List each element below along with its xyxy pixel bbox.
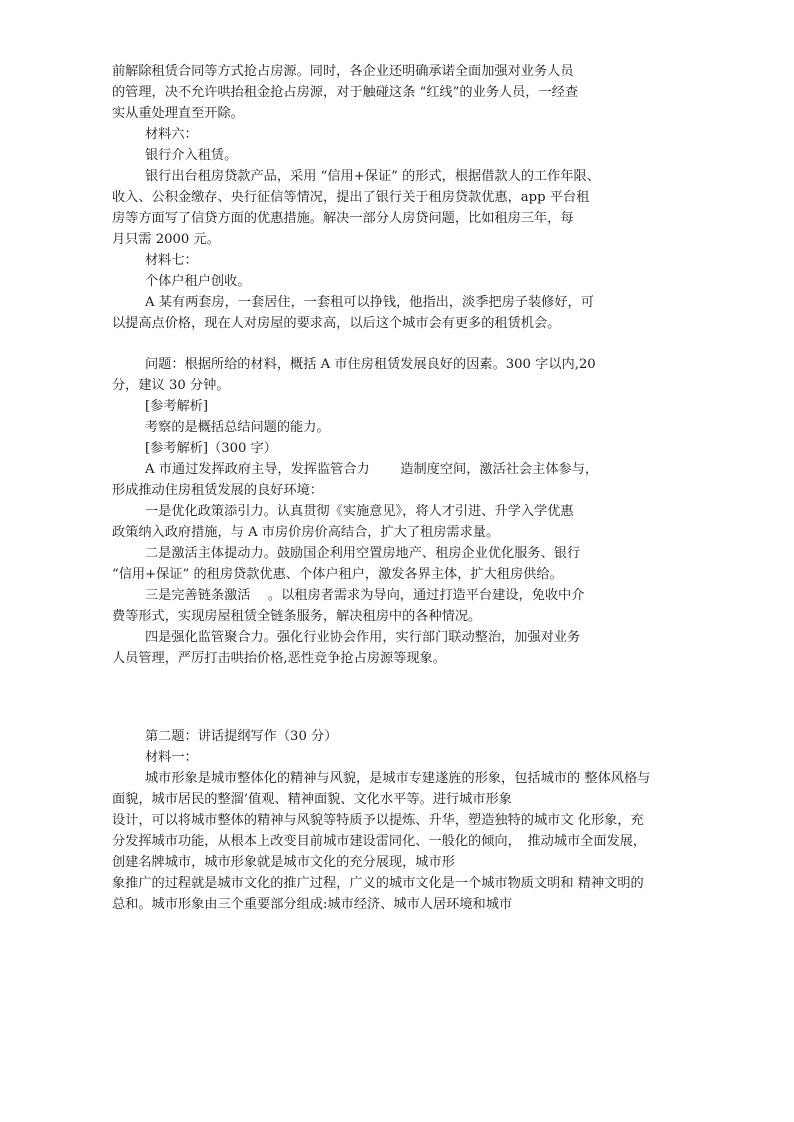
- text-line: 银行出台租房贷款产品，采用 “信用+保证” 的形式，根据借款人的工作年限、: [145, 169, 600, 184]
- text-line: 人员管理，严厉打击哄抬价格,恶性竞争抢占房源等现象。: [112, 651, 446, 666]
- text-line: 材料六：: [145, 127, 198, 142]
- text-line: 创建名牌城市，城市形象就是城市文化的充分展现，城市形: [112, 855, 455, 870]
- text-line: 银行介入租赁。: [145, 148, 238, 163]
- text-line: 象推广的过程就是城市文化的推广过程，广义的城市文化是一个城市物质文明和 精神文明的: [112, 876, 644, 891]
- text-line: 总和。城市形象由三个重要部分组成:城市经济、城市人居环境和城市: [112, 897, 513, 912]
- text-line: 城市形象是城市整体化的精神与风貌，是城市专建遂旌的形象，包括城市的 整体风格与: [145, 771, 651, 786]
- text-line: 设计，可以将城市整体的精神与风貌等特质予以提炼、升华，塑造独特的城市文 化形象，充: [112, 813, 644, 828]
- section-heading: 第二题：讲话提纲写作（30 分）: [145, 729, 338, 744]
- text-line: 实从重处理直至开除。: [112, 106, 244, 121]
- text-line: 三是完善链条激活 。以租房者需求为导向，通过打造平台建设，免收中介: [145, 588, 585, 603]
- text-line: 的管理，决不允许哄抬租金抢占房源，对于触碰这条 “红线”的业务人员，一经查: [112, 85, 579, 100]
- text-line: [参考解析]: [145, 399, 209, 414]
- text-line: A 市通过发挥政府主导，发挥监管合力 造制度空间，激活社会主体参与，: [145, 462, 599, 477]
- text-line: [参考解析]（300 字）: [145, 441, 277, 456]
- text-line: 费等形式，实现房屋租赁全链条服务，解决租房中的各种情况。: [112, 609, 482, 624]
- text-line: 材料一：: [145, 750, 198, 765]
- text-line: 二是激活主体提动力。鼓励国企利用空置房地产、租房企业优化服务、银行: [145, 546, 581, 561]
- text-line: “信用+保证” 的租房贷款优惠、个体户租户，激发各界主体，扩大租房供给。: [112, 567, 563, 582]
- text-line: 一是优化政策添引力。认真贯彻《实施意见》，将人才引进、升学入学优惠: [145, 504, 574, 519]
- text-line: 以提高点价格，现在人对房屋的要求高，以后这个城市会有更多的租赁机会。: [112, 316, 561, 331]
- text-line: 问题：根据所给的材料，概括 A 市住房租赁发展良好的因素。300 字以内,20: [145, 357, 596, 372]
- text-line: A 某有两套房，一套居住，一套租可以挣钱，他指出，淡季把房子装修好，可: [145, 295, 594, 310]
- text-line: 面貌，城市居民的整溜’值观、精神面貌、文化水平等。进行城市形象: [112, 792, 512, 807]
- text-line: 前解除租赁合同等方式抢占房源。同时，各企业还明确承诺全面加强对业务人员: [112, 64, 574, 79]
- text-line: 房等方面写了信贷方面的优惠措施。解决一部分人房贷问题，比如租房三年，每: [112, 211, 574, 226]
- text-line: 形成推动住房租赁发展的良好环境：: [112, 483, 323, 498]
- text-line: 四是强化监管聚合力。强化行业协会作用，实行部门联动整治，加强对业务: [145, 630, 581, 645]
- text-line: 考察的是概括总结问题的能力。: [145, 420, 330, 435]
- text-line: 分发挥城市功能，从根本上改变目前城市建设雷同化、一般化的倾向， 推动城市全面发展，: [112, 834, 647, 849]
- text-line: 收入、公积金缴存、央行征信等情况，提出了银行关于租房贷款优惠，app 平台租: [112, 190, 590, 205]
- text-line: 分，建议 30 分钟。: [112, 378, 230, 393]
- text-line: 月只需 2000 元。: [112, 232, 220, 247]
- text-line: 材料七：: [145, 253, 198, 268]
- text-line: 个体户租户创收。: [145, 274, 251, 289]
- text-line: 政策纳入政府措施，与 A 市房价房价高结合，扩大了租房需求量。: [112, 525, 500, 540]
